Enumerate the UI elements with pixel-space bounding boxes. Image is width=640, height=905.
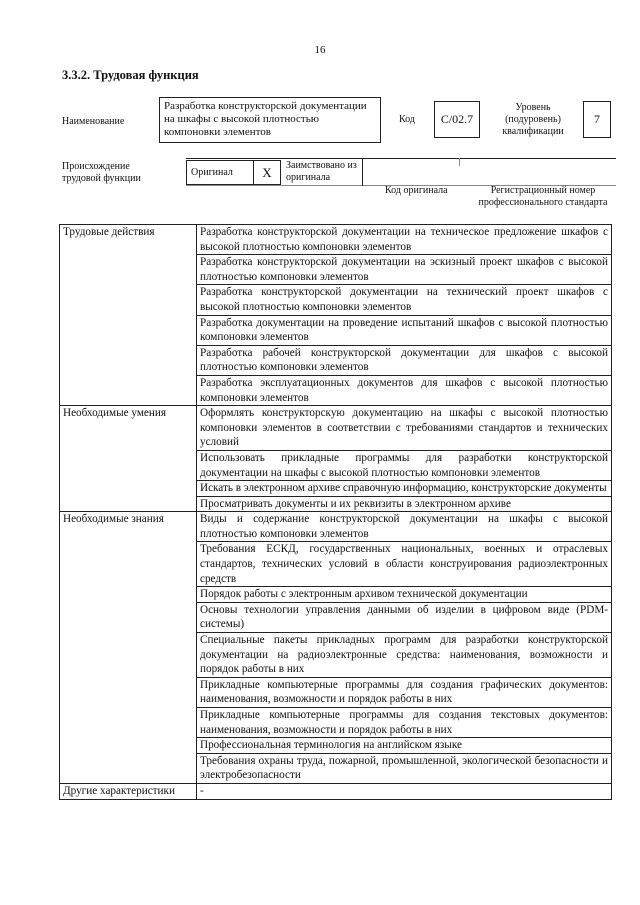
- code-label: Код: [399, 114, 415, 125]
- section-item-cell: Искать в электронном архиве справочную информацию, конструкторские документы: [197, 481, 612, 497]
- borrowed-label-line-2: оригинала: [286, 172, 331, 183]
- section-item-cell: Виды и содержание конструкторской документации на шкафы с высокой плотностью компоновки элементов: [197, 512, 612, 542]
- original-box: [186, 160, 281, 185]
- level-label-line-1: Уровень: [515, 102, 551, 113]
- section-item-cell: Разработка конструкторской документации на техническое предложение шкафов с высокой плотностью компоновки элементов: [197, 225, 612, 255]
- original-mark: X: [253, 161, 280, 184]
- function-name-box: Разработка конструкторской документации на шкафы с высокой плотностью компоновки элементов: [159, 97, 381, 143]
- table-row: [60, 225, 612, 255]
- code-original-caption: Код оригинала: [385, 185, 448, 196]
- level-label-line-2: (подуровень): [505, 114, 561, 125]
- section-item-cell: Разработка конструкторской документации на технический проект шкафов с высокой плотностью компоновки элементов: [197, 285, 612, 315]
- section-category-cell: Необходимые умения: [60, 406, 197, 512]
- code-value-box: C/02.7: [434, 101, 480, 138]
- name-label: Наименование: [62, 116, 125, 127]
- reg-number-caption: [472, 185, 614, 209]
- section-item-cell: Прикладные компьютерные программы для создания текстовых документов: наименования, возможности и порядок работы в них: [197, 708, 612, 738]
- section-title: 3.3.2. Трудовая функция: [62, 68, 199, 82]
- section-item-cell: Разработка рабочей конструкторской документации для шкафов с высокой плотностью компоновки элементов: [197, 345, 612, 375]
- section-item-cell: Требования охраны труда, пожарной, промышленной, экологической безопасности и электробезопасности: [197, 753, 612, 783]
- level-value-box: 7: [583, 101, 611, 138]
- section-item-cell: Разработка конструкторской документации на эскизный проект шкафов с высокой плотностью компоновки элементов: [197, 255, 612, 285]
- origin-label: [62, 161, 141, 185]
- section-item-cell: Просматривать документы и их реквизиты в электронном архиве: [197, 496, 612, 512]
- section-item-cell: -: [197, 783, 612, 799]
- section-category-cell: Другие характеристики: [60, 783, 197, 799]
- table-row: [60, 406, 612, 451]
- borrowed-label-line-1: Заимствовано из: [286, 160, 357, 171]
- table-row: [60, 512, 612, 542]
- level-label: [492, 102, 574, 138]
- section-item-cell: Порядок работы с электронным архивом технической документации: [197, 587, 612, 603]
- level-label-line-3: квалификации: [502, 126, 564, 137]
- section-item-cell: Разработка документации на проведение испытаний шкафов с высокой плотностью компоновки элементов: [197, 315, 612, 345]
- function-details-table: [59, 224, 612, 800]
- reg-number-caption-line-1: Регистрационный номер: [490, 185, 596, 196]
- section-item-cell: Основы технологии управления данными об изделии в цифровом виде (PDM-системы): [197, 602, 612, 632]
- reg-number-caption-line-2: профессионального стандарта: [478, 197, 608, 208]
- section-item-cell: Разработка эксплуатационных документов для шкафов с высокой плотностью компоновки элементов: [197, 375, 612, 405]
- section-item-cell: Оформлять конструкторскую документацию на шкафы с высокой плотностью компоновки элементов в соответствии с требованиями стандартов и технических условий: [197, 406, 612, 451]
- origin-divider-2: [459, 158, 460, 166]
- table-row: [60, 783, 612, 799]
- section-category-cell: Трудовые действия: [60, 225, 197, 406]
- borrowed-label: [286, 160, 357, 184]
- page-number: 16: [314, 44, 326, 56]
- original-label: Оригинал: [191, 166, 233, 178]
- origin-divider-1: [362, 158, 363, 186]
- origin-label-line-1: Происхождение: [62, 161, 130, 172]
- section-item-cell: Профессиональная терминология на английском языке: [197, 738, 612, 754]
- section-item-cell: Специальные пакеты прикладных программ для разработки конструкторской документации на радиоэлектронные средства: наименования, возможности и порядок работы в них: [197, 633, 612, 678]
- function-details-body: [60, 225, 612, 800]
- section-item-cell: Прикладные компьютерные программы для создания графических документов: наименования, возможности и порядок работы в них: [197, 677, 612, 707]
- section-item-cell: Требования ЕСКД, государственных национальных, военных и отраслевых стандартов, технических условий в области конструирования радиоэлектронных средств: [197, 542, 612, 587]
- origin-top-line: [186, 158, 616, 159]
- section-category-cell: Необходимые знания: [60, 512, 197, 784]
- origin-label-line-2: трудовой функции: [62, 173, 141, 184]
- section-item-cell: Использовать прикладные программы для разработки конструкторской документации на шкафы с высокой плотностью компоновки элементов: [197, 450, 612, 480]
